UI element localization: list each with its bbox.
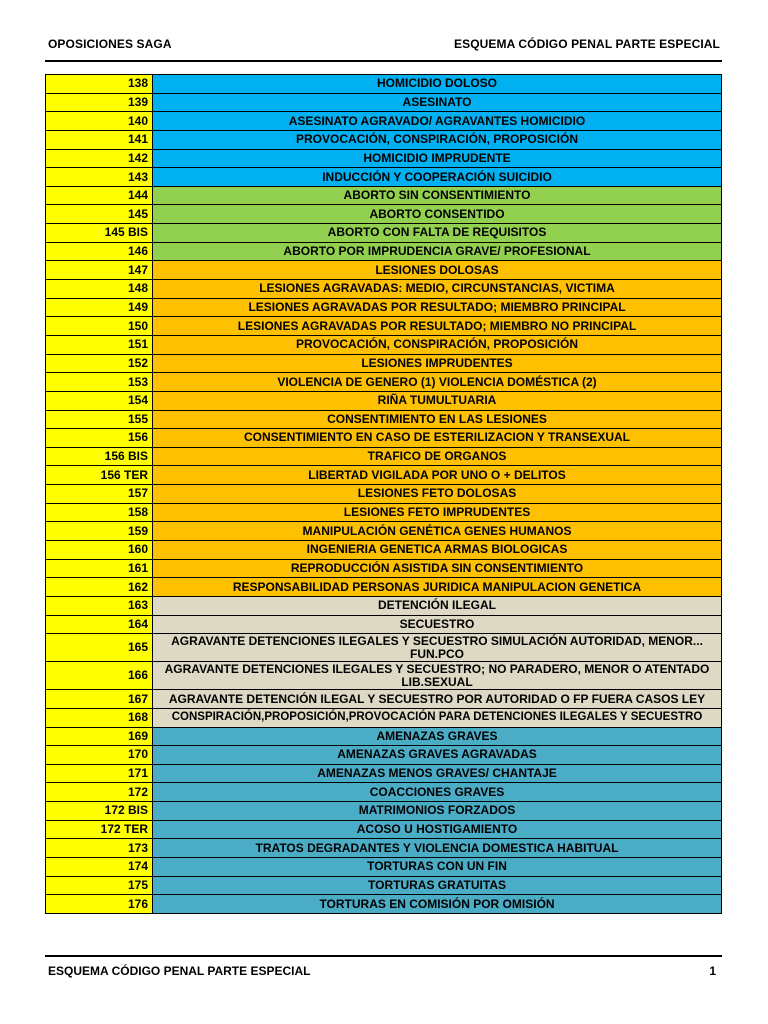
penal-code-table <box>45 74 722 914</box>
article-number: 167 <box>46 690 153 709</box>
article-description: INDUCCIÓN Y COOPERACIÓN SUICIDIO <box>153 168 722 187</box>
table-row <box>46 802 722 821</box>
article-description: VIOLENCIA DE GENERO (1) VIOLENCIA DOMÉSTICA (2) <box>153 373 722 392</box>
article-description: ABORTO SIN CONSENTIMIENTO <box>153 186 722 205</box>
article-description: RESPONSABILIDAD PERSONAS JURIDICA MANIPULACION GENETICA <box>153 578 722 597</box>
table-row <box>46 391 722 410</box>
table-row <box>46 708 722 727</box>
article-number: 140 <box>46 112 153 131</box>
article-number: 148 <box>46 280 153 299</box>
article-description: TORTURAS CON UN FIN <box>153 857 722 876</box>
article-description: LESIONES DOLOSAS <box>153 261 722 280</box>
table-row <box>46 839 722 858</box>
article-description: TRATOS DEGRADANTES Y VIOLENCIA DOMESTICA HABITUAL <box>153 839 722 858</box>
article-number: 174 <box>46 857 153 876</box>
table-row <box>46 75 722 94</box>
article-number: 176 <box>46 895 153 914</box>
table-row <box>46 280 722 299</box>
table-row <box>46 615 722 634</box>
article-description: COACCIONES GRAVES <box>153 783 722 802</box>
article-description: ABORTO POR IMPRUDENCIA GRAVE/ PROFESIONAL <box>153 242 722 261</box>
table-row <box>46 149 722 168</box>
article-description: AMENAZAS MENOS GRAVES/ CHANTAJE <box>153 764 722 783</box>
table-row <box>46 820 722 839</box>
footer-divider <box>45 955 722 957</box>
article-number: 170 <box>46 746 153 765</box>
table-row <box>46 205 722 224</box>
article-description: INGENIERIA GENETICA ARMAS BIOLOGICAS <box>153 541 722 560</box>
article-number: 163 <box>46 596 153 615</box>
article-number: 168 <box>46 708 153 727</box>
article-description: MATRIMONIOS FORZADOS <box>153 802 722 821</box>
article-description: ABORTO CON FALTA DE REQUISITOS <box>153 224 722 243</box>
article-description: ABORTO CONSENTIDO <box>153 205 722 224</box>
article-number: 151 <box>46 335 153 354</box>
table-row <box>46 895 722 914</box>
article-number: 169 <box>46 727 153 746</box>
table-row <box>46 764 722 783</box>
article-description: PROVOCACIÓN, CONSPIRACIÓN, PROPOSICIÓN <box>153 130 722 149</box>
article-number: 156 <box>46 429 153 448</box>
article-description: ASESINATO <box>153 93 722 112</box>
article-description: MANIPULACIÓN GENÉTICA GENES HUMANOS <box>153 522 722 541</box>
article-number: 157 <box>46 485 153 504</box>
table-row <box>46 447 722 466</box>
article-number: 147 <box>46 261 153 280</box>
table-row <box>46 578 722 597</box>
article-description: REPRODUCCIÓN ASISTIDA SIN CONSENTIMIENTO <box>153 559 722 578</box>
page-number: 1 <box>709 964 716 978</box>
article-number: 162 <box>46 578 153 597</box>
table-row <box>46 429 722 448</box>
article-description: TRAFICO DE ORGANOS <box>153 447 722 466</box>
article-description: CONSENTIMIENTO EN LAS LESIONES <box>153 410 722 429</box>
table-row <box>46 298 722 317</box>
article-description: ACOSO U HOSTIGAMIENTO <box>153 820 722 839</box>
article-description: AGRAVANTE DETENCIONES ILEGALES Y SECUESTRO SIMULACIÓN AUTORIDAD, MENOR... FUN.PCO <box>153 634 722 662</box>
table-row <box>46 112 722 131</box>
table-row <box>46 596 722 615</box>
article-description: HOMICIDIO DOLOSO <box>153 75 722 94</box>
table-row <box>46 373 722 392</box>
article-description: LESIONES AGRAVADAS POR RESULTADO; MIEMBRO NO PRINCIPAL <box>153 317 722 336</box>
article-number: 164 <box>46 615 153 634</box>
article-number: 149 <box>46 298 153 317</box>
article-number: 156 TER <box>46 466 153 485</box>
header-right-title: ESQUEMA CÓDIGO PENAL PARTE ESPECIAL <box>454 37 720 51</box>
article-number: 172 BIS <box>46 802 153 821</box>
article-number: 143 <box>46 168 153 187</box>
article-description: PROVOCACIÓN, CONSPIRACIÓN, PROPOSICIÓN <box>153 335 722 354</box>
table-row <box>46 168 722 187</box>
table-row <box>46 93 722 112</box>
table-row <box>46 690 722 709</box>
table-row <box>46 335 722 354</box>
article-description: AGRAVANTE DETENCIÓN ILEGAL Y SECUESTRO POR AUTORIDAD O FP FUERA CASOS LEY <box>153 690 722 709</box>
article-description: TORTURAS EN COMISIÓN POR OMISIÓN <box>153 895 722 914</box>
article-number: 153 <box>46 373 153 392</box>
table-row <box>46 727 722 746</box>
table-row <box>46 857 722 876</box>
article-description: TORTURAS GRATUITAS <box>153 876 722 895</box>
article-number: 171 <box>46 764 153 783</box>
table-row <box>46 522 722 541</box>
article-number: 154 <box>46 391 153 410</box>
footer-title: ESQUEMA CÓDIGO PENAL PARTE ESPECIAL <box>48 964 311 978</box>
article-description: LESIONES FETO DOLOSAS <box>153 485 722 504</box>
table-row <box>46 559 722 578</box>
table-row <box>46 876 722 895</box>
table-row <box>46 130 722 149</box>
table-row <box>46 261 722 280</box>
table-row <box>46 541 722 560</box>
article-description: LESIONES FETO IMPRUDENTES <box>153 503 722 522</box>
article-number: 158 <box>46 503 153 522</box>
table-row <box>46 485 722 504</box>
table-row <box>46 186 722 205</box>
article-number: 152 <box>46 354 153 373</box>
article-number: 160 <box>46 541 153 560</box>
article-number: 161 <box>46 559 153 578</box>
article-number: 138 <box>46 75 153 94</box>
article-number: 139 <box>46 93 153 112</box>
article-number: 173 <box>46 839 153 858</box>
article-description: LESIONES IMPRUDENTES <box>153 354 722 373</box>
article-number: 146 <box>46 242 153 261</box>
article-description: LESIONES AGRAVADAS POR RESULTADO; MIEMBRO PRINCIPAL <box>153 298 722 317</box>
table-row <box>46 354 722 373</box>
article-number: 155 <box>46 410 153 429</box>
article-number: 172 <box>46 783 153 802</box>
table-row <box>46 224 722 243</box>
article-description: ASESINATO AGRAVADO/ AGRAVANTES HOMICIDIO <box>153 112 722 131</box>
article-number: 175 <box>46 876 153 895</box>
table-row <box>46 317 722 336</box>
table-row <box>46 466 722 485</box>
article-number: 141 <box>46 130 153 149</box>
table-row <box>46 746 722 765</box>
table-row <box>46 410 722 429</box>
table-row <box>46 634 722 662</box>
article-number: 159 <box>46 522 153 541</box>
article-number: 150 <box>46 317 153 336</box>
table-row <box>46 662 722 690</box>
header-divider <box>45 60 722 62</box>
article-description: AMENAZAS GRAVES AGRAVADAS <box>153 746 722 765</box>
article-number: 172 TER <box>46 820 153 839</box>
article-description: CONSENTIMIENTO EN CASO DE ESTERILIZACION Y TRANSEXUAL <box>153 429 722 448</box>
article-number: 142 <box>46 149 153 168</box>
article-description: CONSPIRACIÓN,PROPOSICIÓN,PROVOCACIÓN PARA DETENCIONES ILEGALES Y SECUESTRO <box>153 708 722 727</box>
table-row <box>46 783 722 802</box>
article-number: 144 <box>46 186 153 205</box>
article-description: HOMICIDIO IMPRUDENTE <box>153 149 722 168</box>
header-left-title: OPOSICIONES SAGA <box>48 37 172 51</box>
article-description: RIÑA TUMULTUARIA <box>153 391 722 410</box>
article-description: LIBERTAD VIGILADA POR UNO O + DELITOS <box>153 466 722 485</box>
article-description: AGRAVANTE DETENCIONES ILEGALES Y SECUESTRO; NO PARADERO, MENOR O ATENTADO LIB.SEXUAL <box>153 662 722 690</box>
article-number: 145 BIS <box>46 224 153 243</box>
article-number: 165 <box>46 634 153 662</box>
article-description: DETENCIÓN ILEGAL <box>153 596 722 615</box>
article-number: 145 <box>46 205 153 224</box>
article-number: 156 BIS <box>46 447 153 466</box>
table-row <box>46 503 722 522</box>
article-description: LESIONES AGRAVADAS: MEDIO, CIRCUNSTANCIAS, VICTIMA <box>153 280 722 299</box>
table-row <box>46 242 722 261</box>
article-number: 166 <box>46 662 153 690</box>
article-description: SECUESTRO <box>153 615 722 634</box>
article-description: AMENAZAS GRAVES <box>153 727 722 746</box>
